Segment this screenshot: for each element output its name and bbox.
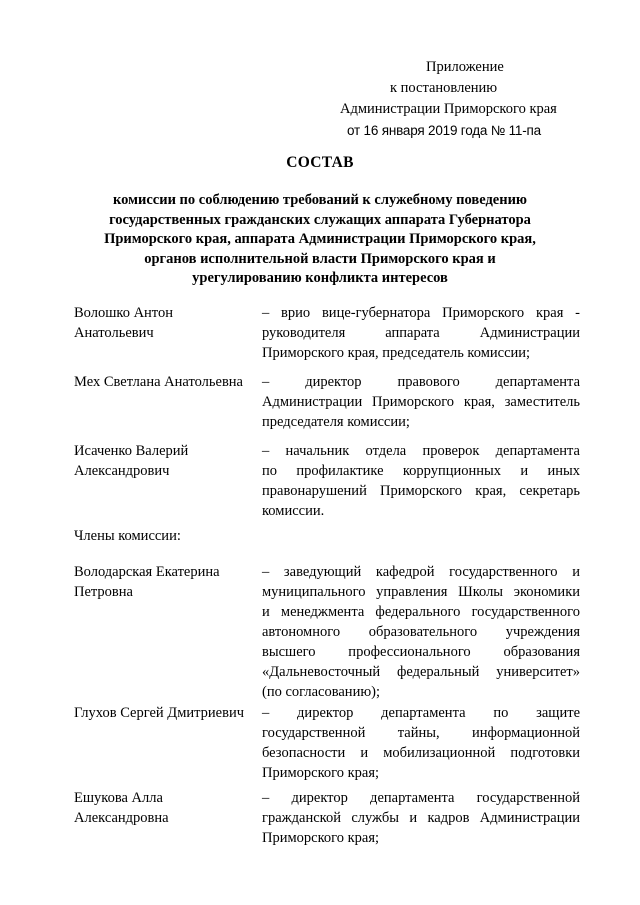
appendix-line: Администрации Приморского края	[340, 101, 557, 117]
member-name	[74, 372, 259, 392]
member-position	[262, 372, 580, 432]
document-title: СОСТАВ	[286, 154, 354, 171]
position-line: – директор департамента государственной	[262, 790, 580, 806]
name-line: Анатольевич	[74, 325, 154, 341]
member-name	[74, 703, 259, 723]
position-line: – директор правового департамента	[262, 374, 580, 390]
document-subtitle	[80, 191, 560, 289]
position-line: Приморского края;	[262, 830, 380, 846]
position-line: – заведующий кафедрой государственного и	[262, 564, 580, 580]
subtitle-line: комиссии по соблюдению требований к служебному поведению	[112, 192, 528, 208]
appendix-header	[330, 57, 610, 141]
members-label: Члены комиссии:	[74, 528, 181, 544]
member-position	[262, 562, 580, 702]
position-line: правонарушений Приморского края, секретарь	[262, 483, 580, 499]
position-line: государственной тайны, информационной	[262, 725, 580, 741]
name-line: Ешукова Алла	[74, 790, 163, 806]
position-line: «Дальневосточный федеральный университет»	[262, 664, 580, 680]
position-line: комиссии.	[262, 503, 325, 519]
name-line: Володарская Екатерина	[74, 564, 220, 580]
subtitle-line: урегулированию конфликта интересов	[192, 270, 448, 286]
position-line: муниципального управления Школы экономики	[262, 584, 580, 600]
position-line: по профилактике коррупционных и иных	[262, 463, 580, 479]
member-name	[74, 303, 259, 343]
member-position	[262, 703, 580, 783]
position-line: Приморского края;	[262, 765, 380, 781]
member-position	[262, 441, 580, 521]
name-line: Александрович	[74, 463, 170, 479]
position-line: Администрации Приморского края, заместитель	[262, 394, 580, 410]
name-line: Волошко Антон	[74, 305, 173, 321]
position-line: и менеджмента федерального государственного	[262, 604, 580, 620]
position-line: председателя комиссии;	[262, 414, 410, 430]
position-line: – врио вице-губернатора Приморского края -	[262, 305, 580, 321]
position-line: руководителя аппарата Администрации	[262, 325, 580, 341]
member-name	[74, 562, 259, 602]
position-line: гражданской службы и кадров Администрации	[262, 810, 580, 826]
position-line: автономного образовательного учреждения	[262, 624, 580, 640]
position-line: (по согласованию);	[262, 684, 381, 700]
name-line: Александровна	[74, 810, 169, 826]
member-position	[262, 788, 580, 848]
position-line: Приморского края, председатель комиссии;	[262, 345, 531, 361]
name-line: Исаченко Валерий	[74, 443, 189, 459]
position-line: безопасности и мобилизационной подготовки	[262, 745, 580, 761]
appendix-date-line: от 16 января 2019 года № 11-па	[347, 123, 541, 138]
appendix-line: к постановлению	[390, 80, 498, 96]
member-name	[74, 788, 259, 828]
position-line: – начальник отдела проверок департамента	[262, 443, 580, 459]
subtitle-line: государственных гражданских служащих аппарата Губернатора	[109, 211, 531, 228]
appendix-line: Приложение	[426, 59, 504, 75]
subtitle-line: Приморского края, аппарата Администрации Приморского края,	[104, 231, 536, 247]
subtitle-line: органов исполнительной власти Приморского края и	[144, 250, 496, 267]
member-position	[262, 303, 580, 363]
name-line: Петровна	[74, 584, 133, 600]
position-line: – директор департамента по защите	[262, 705, 580, 721]
position-line: высшего профессионального образования	[262, 644, 580, 660]
name-line: Мех Светлана Анатольевна	[74, 374, 243, 390]
member-name	[74, 441, 259, 481]
name-line: Глухов Сергей Дмитриевич	[74, 705, 244, 721]
